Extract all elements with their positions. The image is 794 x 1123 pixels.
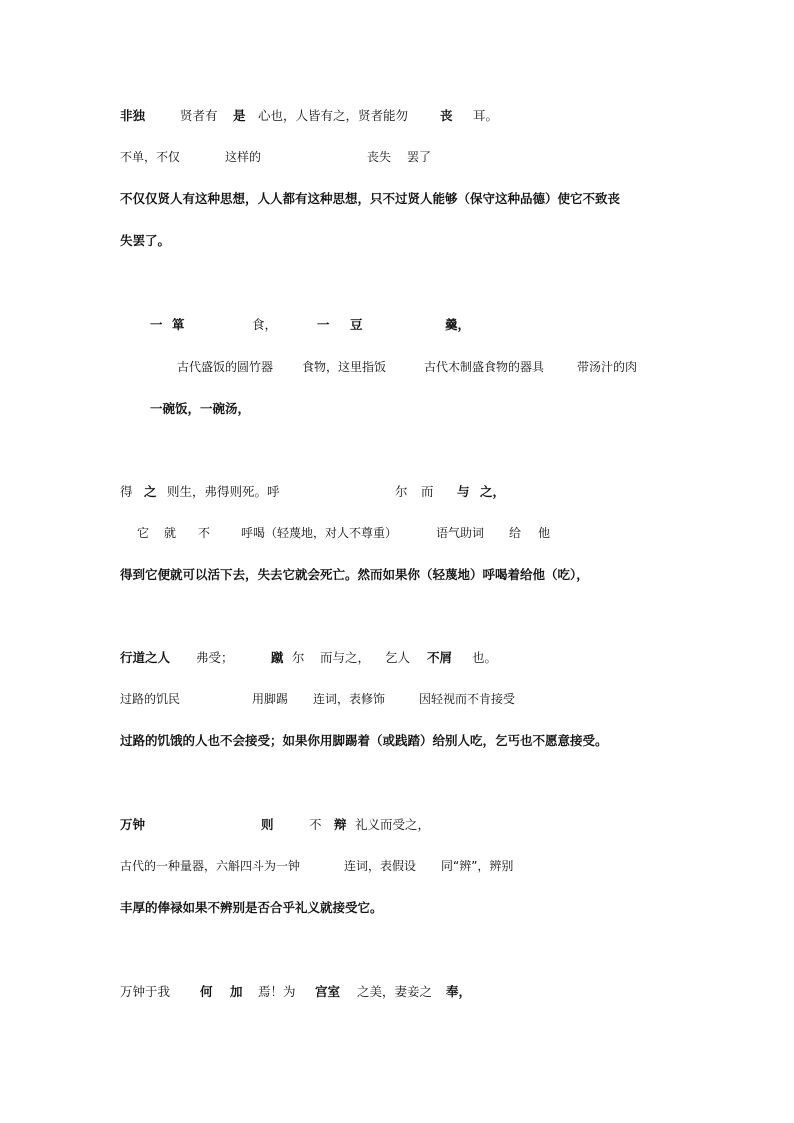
source-term: 箪 — [172, 317, 185, 332]
gloss-text: 古代盛饭的圆竹器 — [177, 360, 274, 374]
source-text: 尔 — [292, 650, 305, 665]
source-term: 宫室 — [315, 984, 341, 999]
source-term: 蹴 — [271, 650, 284, 665]
source-text: 焉！为 — [258, 984, 296, 999]
source-text: 也。 — [472, 650, 498, 665]
translation-text: 过路的饥饿的人也不会接受；如果你用脚踢着（或践踏）给别人吃，乞丐也不愿意接受。 — [120, 733, 608, 748]
gloss-text: 带汤汁的肉 — [577, 360, 638, 374]
gloss-text: 不单，不仅 — [120, 150, 181, 164]
source-text: 之美，妻妾之 — [357, 984, 433, 999]
gloss-text: 这样的 — [225, 150, 262, 164]
gloss-text: 就 — [164, 526, 177, 540]
gloss-text: 连词，表假设 — [344, 859, 417, 873]
source-text: 食， — [252, 317, 278, 332]
source-text: 心也，人皆有之，贤者能勿 — [258, 108, 409, 123]
source-term: 则 — [261, 817, 274, 832]
translation-text: 一碗饭，一碗汤， — [150, 401, 251, 416]
source-term: 羹， — [445, 317, 471, 332]
source-term: 一 — [150, 317, 163, 332]
translation-text: 不仅仅贤人有这种思想，人人都有这种思想，只不过贤人能够（保守这种品德）使它不致丧 — [120, 191, 621, 206]
source-term: 之 — [144, 484, 157, 499]
translation-text: 得到它便就可以活下去，失去它就会死亡。然而如果你（轻蔑地）呼喝着给他（吃）， — [120, 567, 589, 582]
source-term: 加 — [230, 984, 243, 999]
source-text: 得 — [120, 484, 133, 499]
gloss-text: 他 — [538, 526, 551, 540]
gloss-text: 呼喝（轻蔑地，对人不尊重） — [241, 526, 398, 540]
source-term: 奉， — [446, 984, 472, 999]
gloss-text: 食物，这里指饭 — [302, 360, 387, 374]
source-term: 万钟 — [120, 817, 146, 832]
source-term: 与 — [457, 484, 470, 499]
source-term: 丧 — [440, 108, 453, 123]
gloss-text: 古代木制盛食物的器具 — [424, 360, 545, 374]
source-term: 不屑 — [427, 650, 453, 665]
source-text: 耳。 — [473, 108, 499, 123]
gloss-text: 罢了 — [407, 150, 432, 164]
translation-text: 丰厚的俸禄如果不辨别是否合乎礼义就接受它。 — [120, 900, 383, 915]
gloss-text: 古代的一种量器，六斛四斗为一钟 — [120, 859, 301, 873]
source-text: 而与之， — [320, 650, 371, 665]
source-text: 不 — [309, 817, 322, 832]
gloss-text: 过路的饥民 — [120, 692, 181, 706]
gloss-text: 丧失 — [367, 150, 392, 164]
gloss-text: 不 — [198, 526, 211, 540]
gloss-text: 它 — [137, 526, 150, 540]
source-term: 之， — [480, 484, 506, 499]
source-text: 贤者有 — [180, 108, 218, 123]
source-term: 非独 — [120, 108, 146, 123]
source-term: 何 — [200, 984, 213, 999]
source-text: 万钟于我 — [120, 984, 171, 999]
gloss-text: 因轻视而不肯接受 — [419, 692, 516, 706]
source-text: 礼义而受之， — [355, 817, 431, 832]
source-text: 乞人 — [385, 650, 411, 665]
gloss-text: 连词，表修饰 — [313, 692, 386, 706]
source-text: 弗受； — [196, 650, 234, 665]
source-term: 一 — [317, 317, 330, 332]
gloss-text: 用脚踢 — [252, 692, 289, 706]
gloss-text: 语气助词 — [436, 526, 485, 540]
source-text: 则生，弗得则死。呼 — [167, 484, 280, 499]
translation-text: 失罢了。 — [120, 233, 171, 248]
gloss-text: 同“辨”，辨别 — [441, 859, 514, 873]
source-term: 是 — [233, 108, 246, 123]
source-term: 豆 — [350, 317, 363, 332]
source-term: 行道之人 — [120, 650, 171, 665]
source-text: 而 — [421, 484, 434, 499]
source-text: 尔 — [395, 484, 408, 499]
gloss-text: 给 — [509, 526, 522, 540]
source-term: 辩 — [334, 817, 347, 832]
